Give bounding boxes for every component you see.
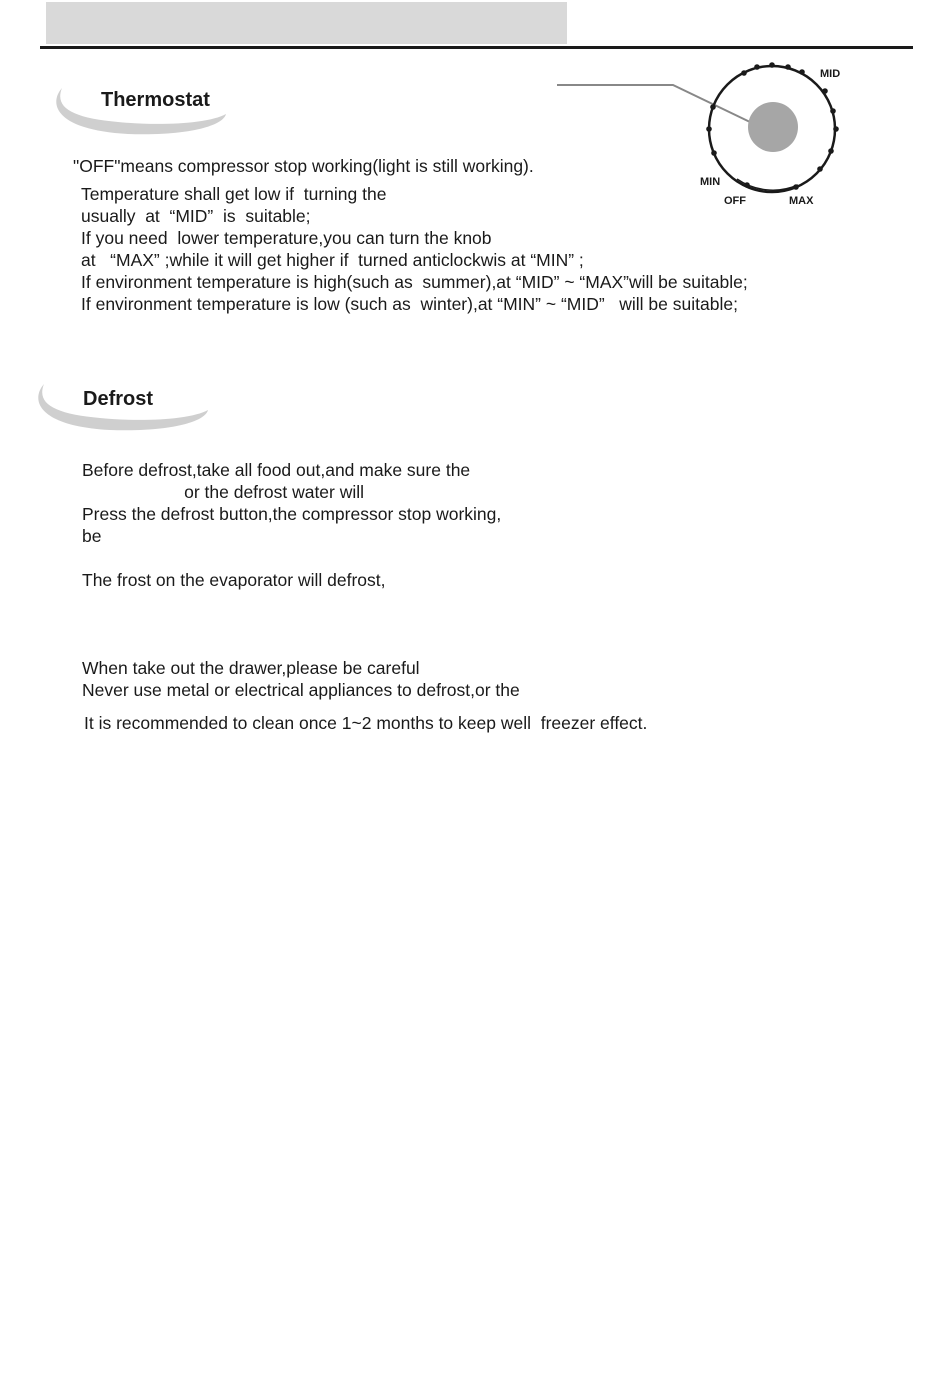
defrost-line: Never use metal or electrical appliances to defrost,or the [82,680,520,700]
dial-label-off: OFF [724,195,746,207]
thermostat-line: usually at “MID” is suitable; [81,206,311,226]
thermostat-line: If you need lower temperature,you can turn the knob [81,228,492,248]
dial-label-max: MAX [789,195,814,207]
thermostat-dial [690,55,860,215]
defrost-heading [30,376,250,436]
thermostat-line: Temperature shall get low if turning the [81,184,387,204]
dial-label-min: MIN [700,176,721,188]
defrost-line: Before defrost,take all food out,and make sure the [82,460,471,480]
defrost-line: It is recommended to clean once 1~2 months to keep well freezer effect. [84,713,648,733]
thermostat-line: at “MAX” ;while it will get higher if turned anticlockwis at “MIN” ; [81,250,584,270]
dial-label-mid: MID [820,68,841,80]
defrost-line: The frost on the evaporator will defrost, [82,570,386,590]
header-rule [40,46,913,49]
header-bar [46,2,567,44]
defrost-line: or the defrost water will [82,482,365,502]
defrost-line: Press the defrost button,the compressor stop working, [82,504,502,524]
defrost-title: Defrost [83,388,154,410]
thermostat-line: If environment temperature is low (such as winter),at “MIN” ~ “MID” will be suitable; [81,294,738,314]
defrost-line: be [82,526,102,546]
thermostat-heading [48,80,268,140]
thermostat-line: "OFF"means compressor stop working(light is still working). [73,156,534,176]
thermostat-line: If environment temperature is high(such as summer),at “MID” ~ “MAX”will be suitable; [81,272,748,292]
defrost-line: When take out the drawer,please be careful [82,658,420,678]
thermostat-title: Thermostat [101,89,210,111]
